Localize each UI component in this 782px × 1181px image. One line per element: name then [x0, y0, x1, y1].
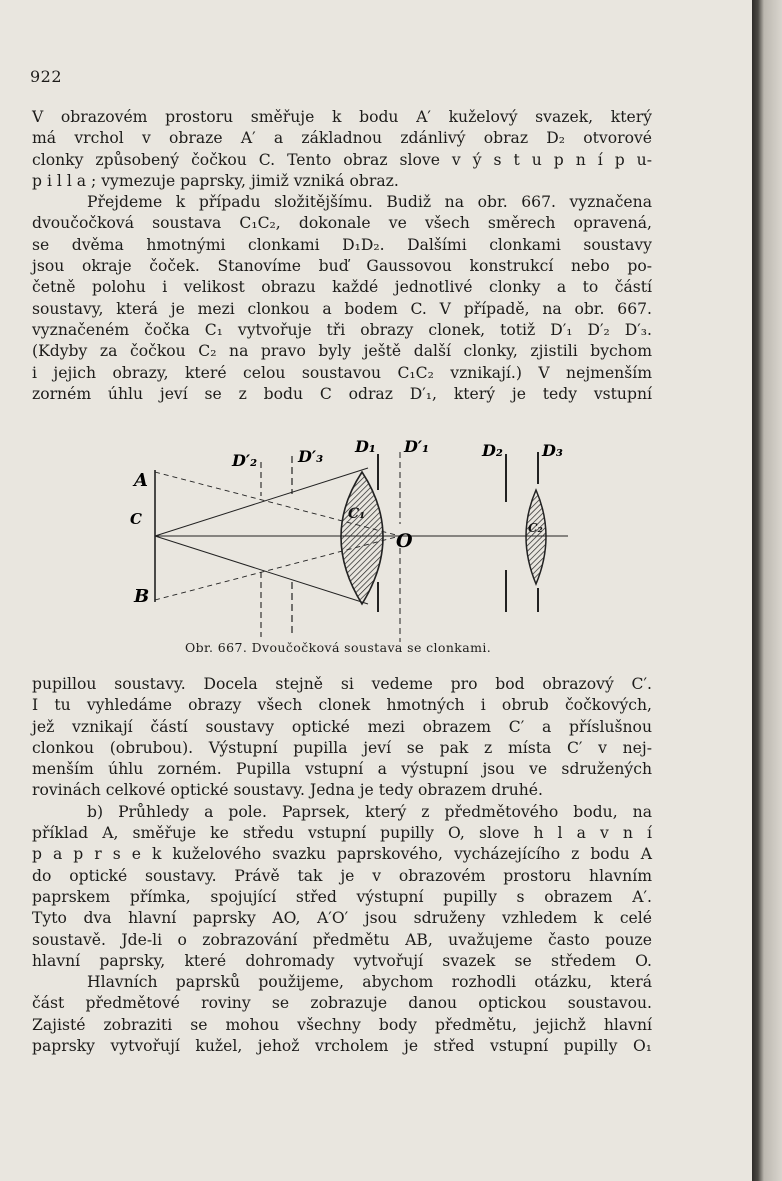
label-d3: D₃ — [542, 441, 563, 460]
text-line: p a p r s e k kuželového svazku paprskového, vycházejícího z bodu A — [32, 845, 652, 864]
text-line: jež vznikají částí soustavy optické mezi obrazem C′ a příslušnou — [32, 717, 652, 736]
label-d1: D₁ — [355, 437, 376, 456]
text-line: Přejdeme k případu složitějšímu. Budiž na obr. 667. vyznačena — [87, 193, 652, 212]
text-line: Tyto dva hlavní paprsky AO, A′O′ jsou sdruženy vzhledem k celé — [32, 909, 652, 928]
text-line: soustavy, která je mezi clonkou a bodem C. V případě, na obr. 667. — [32, 299, 652, 318]
text-line: se dvěma hmotnými clonkami D₁D₂. Dalšími clonkami soustavy — [32, 235, 652, 254]
text-line: vyznačeném čočka C₁ vytvořuje tři obrazy clonek, totiž D′₁ D′₂ D′₃. — [32, 320, 652, 339]
text-line: p i l l a ; vymezuje paprsky, jimiž vzniká obraz. — [32, 171, 399, 190]
lens-c2 — [526, 490, 546, 584]
label-d2: D₂ — [482, 441, 503, 460]
text-line: jsou okraje čoček. Stanovíme buď Gaussovou konstrukcí nebo po- — [32, 257, 652, 276]
text-line: zorném úhlu jeví se z bodu C odraz D′₁, který je tedy vstupní — [32, 384, 652, 403]
text-line: paprskem přímka, spojující střed výstupní pupilly s obrazem A′. — [32, 887, 652, 906]
book-spine-edge — [752, 0, 782, 1181]
text-line: četně polohu i velikost obrazu každé jednotlivé clonky a to částí — [32, 278, 652, 297]
text-line: clonkou (obrubou). Výstupní pupilla jeví se pak z místa C′ v nej- — [32, 738, 652, 757]
label-o: O — [396, 530, 413, 552]
text-line: V obrazovém prostoru směřuje k bodu A′ kuželový svazek, který — [32, 108, 652, 126]
label-a: A — [134, 470, 148, 491]
text-line: pupillou soustavy. Docela stejně si vedeme pro bod obrazový C′. — [32, 675, 652, 693]
lower-text — [32, 674, 652, 1057]
text-line: i jejich obrazy, které celou soustavou C₁C₂ vznikají.) V nejmenším — [32, 363, 652, 382]
text-line: rovinách celkové optické soustavy. Jedna je tedy obrazem druhé. — [32, 781, 543, 800]
text-line: dvoučočková soustava C₁C₂, dokonale ve všech směrech opravená, — [32, 214, 652, 233]
text-line: příklad A, směřuje ke středu vstupní pupilly O, slove h l a v n í — [32, 824, 652, 843]
page-number: 922 — [30, 67, 63, 86]
text-line: paprsky vytvořují kužel, jehož vrcholem je střed vstupní pupilly O₁ — [32, 1037, 652, 1056]
text-line: b) Průhledy a pole. Paprsek, který z předmětového bodu, na — [87, 802, 652, 821]
label-c1: C₁ — [348, 506, 366, 522]
label-c: C — [130, 510, 142, 528]
upper-text — [32, 107, 652, 405]
text-line: Hlavních paprsků použijeme, abychom rozhodli otázku, která — [87, 973, 652, 992]
label-b: B — [134, 586, 150, 607]
lens-c1 — [341, 472, 383, 604]
label-d3-prime: D′₃ — [298, 447, 324, 466]
figure-667-diagram — [120, 432, 590, 644]
text-line: clonky způsobený čočkou C. Tento obraz slove v ý s t u p n í p u- — [32, 150, 652, 169]
text-line: do optické soustavy. Právě tak je v obrazovém prostoru hlavním — [32, 866, 652, 885]
label-d2-prime: D′₂ — [232, 451, 258, 470]
text-line: má vrchol v obraze A′ a základnou zdánlivý obraz D₂ otvorové — [32, 129, 652, 148]
label-d1-prime: D′₁ — [404, 437, 430, 456]
text-line: I tu vyhledáme obrazy všech clonek hmotných i obrub čočkových, — [32, 696, 652, 715]
text-line: (Kdyby za čočkou C₂ na pravo byly ještě další clonky, zjistili bychom — [32, 342, 652, 361]
text-line: Zajisté zobraziti se mohou všechny body předmětu, jejichž hlavní — [32, 1015, 652, 1034]
label-c2: C₂ — [528, 521, 543, 535]
text-line: hlavní paprsky, které dohromady vytvořují svazek se středem O. — [32, 951, 652, 970]
ray-upper — [155, 468, 368, 536]
text-line: část předmětové roviny se zobrazuje danou optickou soustavou. — [32, 994, 652, 1013]
text-line: soustavě. Jde-li o zobrazování předmětu AB, uvažujeme často pouze — [32, 930, 652, 949]
figure-caption: Obr. 667. Dvoučočková soustava se clonkami. — [185, 640, 492, 655]
text-line: menším úhlu zorném. Pupilla vstupní a výstupní jsou ve sdružených — [32, 760, 652, 779]
